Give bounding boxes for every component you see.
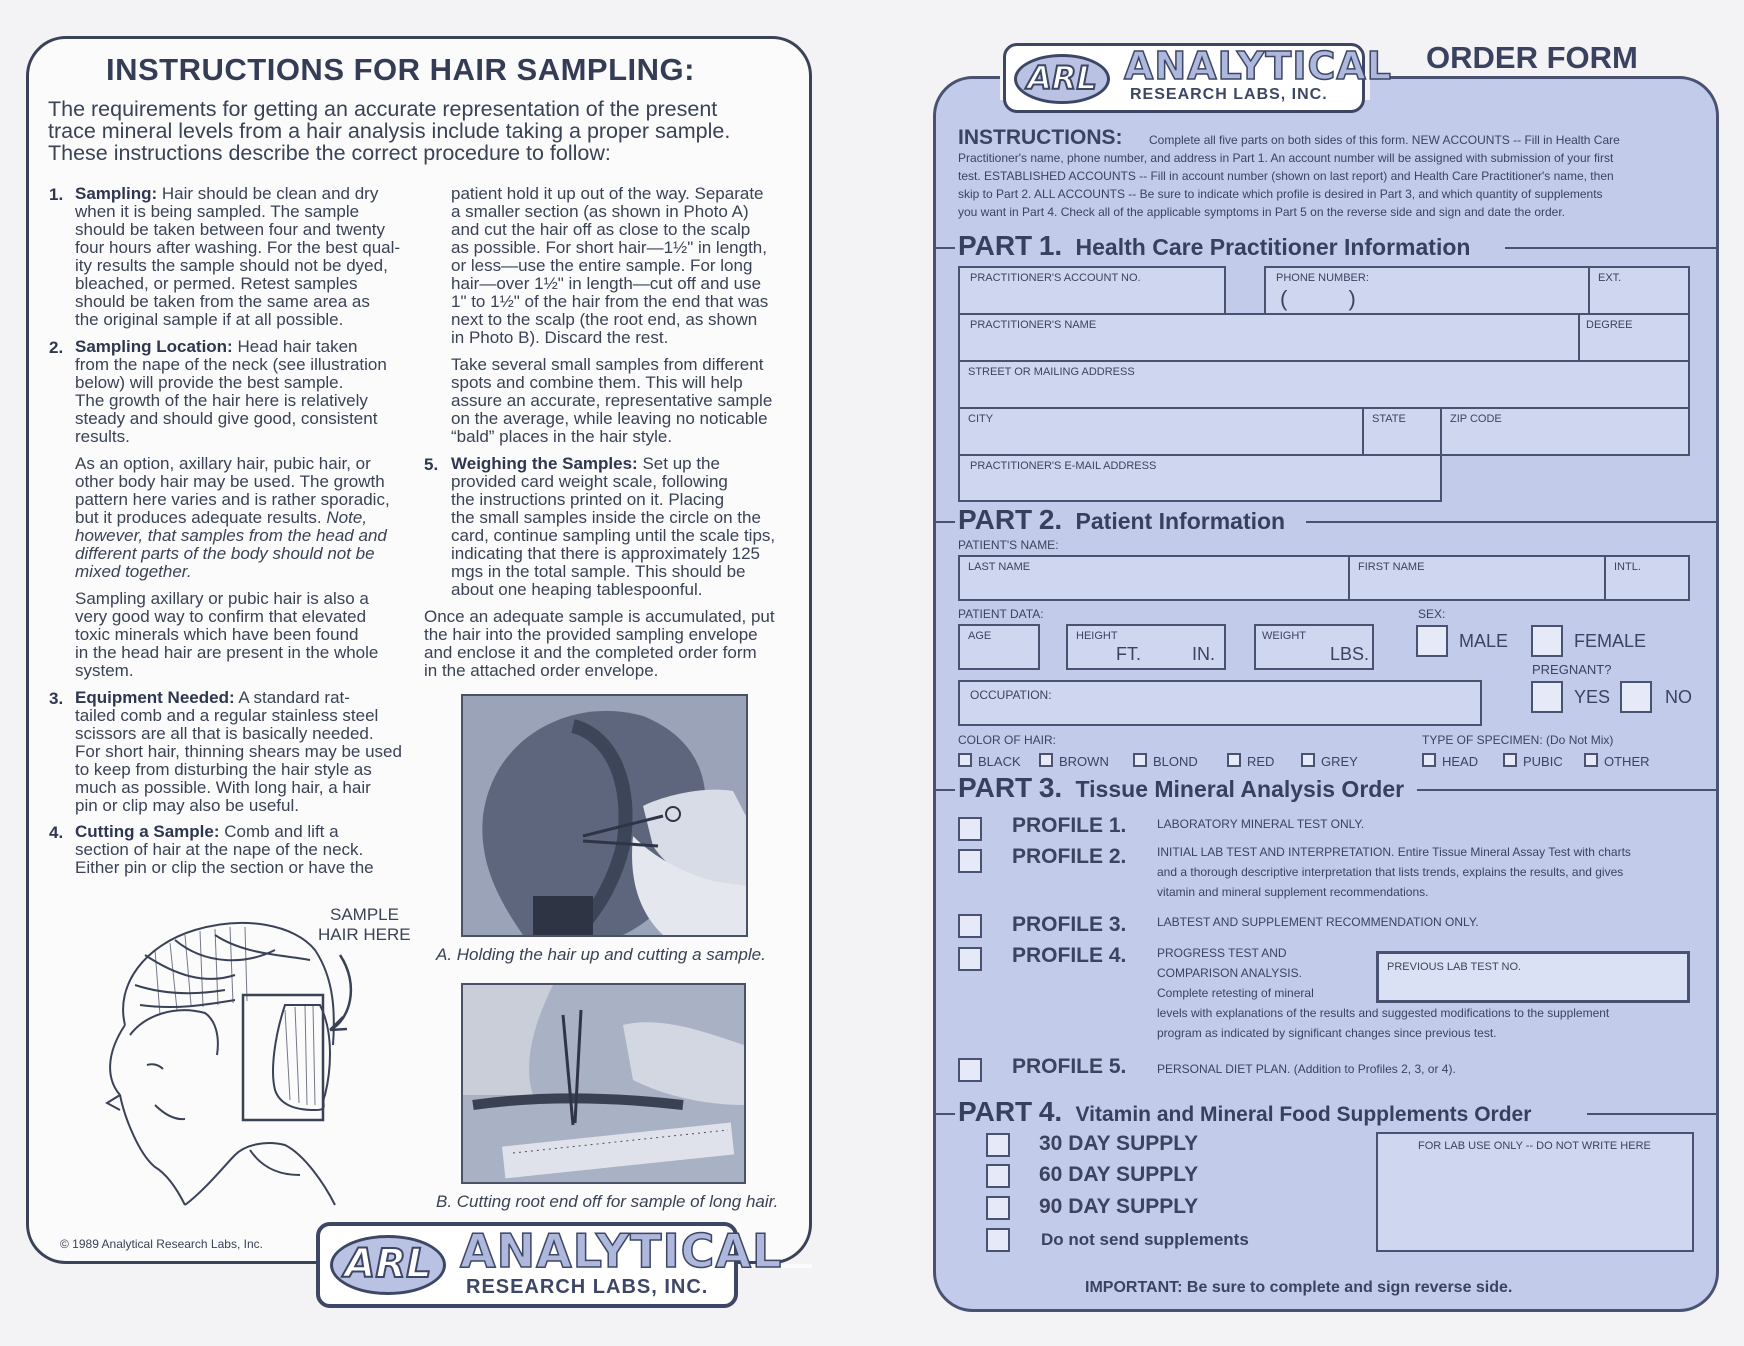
part-4-heading: PART 4. Vitamin and Mineral Food Supplements Order: [958, 1096, 1532, 1127]
email-field[interactable]: PRACTITIONER'S E-MAIL ADDRESS: [958, 454, 1442, 502]
divider: [1306, 521, 1719, 523]
previous-lab-test-field[interactable]: PREVIOUS LAB TEST NO.: [1376, 951, 1690, 1003]
divider: [1587, 1113, 1719, 1115]
photo-a-caption: A. Holding the hair up and cutting a sample.: [436, 945, 766, 964]
photo-a-cutting-hair: [461, 694, 748, 937]
profile-1-checkbox[interactable]: [958, 817, 982, 841]
profile-5-checkbox[interactable]: [958, 1058, 982, 1082]
hair-blond-checkbox[interactable]: [1133, 753, 1147, 767]
account-number-field[interactable]: PRACTITIONER'S ACCOUNT NO.: [958, 266, 1226, 315]
weight-field[interactable]: WEIGHT LBS.: [1254, 624, 1374, 670]
supply-90-checkbox[interactable]: [986, 1196, 1010, 1220]
supply-30-checkbox[interactable]: [986, 1133, 1010, 1157]
specimen-head-checkbox[interactable]: [1422, 753, 1436, 767]
specimen-other-checkbox[interactable]: [1584, 753, 1598, 767]
yes-label: YES: [1574, 687, 1611, 707]
photo-b-caption: B. Cutting root end off for sample of long hair.: [436, 1192, 779, 1211]
profile-4-checkbox[interactable]: [958, 947, 982, 971]
zip-code-field[interactable]: ZIP CODE: [1440, 407, 1690, 456]
ext-field[interactable]: EXT.: [1588, 266, 1690, 315]
pregnant-yes-checkbox[interactable]: [1531, 681, 1563, 713]
pregnant-label: PREGNANT?: [1532, 662, 1612, 677]
divider: [933, 521, 955, 523]
pregnant-no-checkbox[interactable]: [1620, 681, 1652, 713]
specimen-label: TYPE OF SPECIMEN: (Do Not Mix): [1422, 733, 1614, 747]
hair-color-label: COLOR OF HAIR:: [958, 733, 1057, 747]
sample-hair-label: SAMPLE HAIR HERE: [318, 905, 411, 944]
part-3-heading: PART 3. Tissue Mineral Analysis Order: [958, 772, 1405, 803]
patient-data-label: PATIENT DATA:: [958, 607, 1044, 621]
patient-name-label: PATIENT'S NAME:: [958, 538, 1059, 552]
divider: [1417, 789, 1719, 791]
hair-brown-checkbox[interactable]: [1039, 753, 1053, 767]
part-2-heading: PART 2. Patient Information: [958, 504, 1286, 535]
height-field[interactable]: HEIGHT FT. IN.: [1066, 624, 1226, 670]
hair-red-checkbox[interactable]: [1227, 753, 1241, 767]
street-address-field[interactable]: STREET OR MAILING ADDRESS: [958, 360, 1690, 409]
initial-field[interactable]: INTL.: [1604, 555, 1690, 601]
first-name-field[interactable]: FIRST NAME: [1348, 555, 1606, 601]
practitioner-name-field[interactable]: PRACTITIONER'S NAME: [958, 313, 1580, 362]
divider: [933, 1113, 955, 1115]
phone-number-field[interactable]: PHONE NUMBER: ( ): [1264, 266, 1590, 315]
male-checkbox[interactable]: [1416, 625, 1448, 657]
copyright: © 1989 Analytical Research Labs, Inc.: [60, 1237, 263, 1251]
instructions-title: INSTRUCTIONS FOR HAIR SAMPLING:: [106, 52, 695, 87]
hair-black-checkbox[interactable]: [958, 753, 972, 767]
lab-use-only-box: FOR LAB USE ONLY -- DO NOT WRITE HERE: [1376, 1132, 1694, 1252]
profile-3-checkbox[interactable]: [958, 914, 982, 938]
divider: [933, 789, 955, 791]
city-field[interactable]: CITY: [958, 407, 1364, 456]
supply-60-checkbox[interactable]: [986, 1164, 1010, 1188]
arl-logo-bottom: ARL ANALYTICAL RESEARCH LABS, INC.: [316, 1222, 738, 1308]
profile-2-checkbox[interactable]: [958, 849, 982, 873]
degree-field[interactable]: DEGREE: [1578, 313, 1690, 362]
part-1-heading: PART 1. Health Care Practitioner Information: [958, 230, 1471, 261]
head-illustration: [85, 905, 415, 1225]
no-supplements-checkbox[interactable]: [986, 1228, 1010, 1252]
divider: [1505, 247, 1719, 249]
no-label: NO: [1665, 687, 1692, 707]
occupation-field[interactable]: OCCUPATION:: [958, 680, 1482, 726]
photo-b-cutting-root-end: [461, 983, 746, 1184]
divider: [933, 247, 955, 249]
hair-grey-checkbox[interactable]: [1301, 753, 1315, 767]
important-note: IMPORTANT: Be sure to complete and sign reverse side.: [1085, 1279, 1513, 1296]
sex-label: SEX:: [1418, 607, 1446, 621]
female-label: FEMALE: [1574, 631, 1647, 651]
female-checkbox[interactable]: [1531, 625, 1563, 657]
last-name-field[interactable]: LAST NAME: [958, 555, 1350, 601]
age-field[interactable]: AGE: [958, 624, 1040, 670]
order-form-title: ORDER FORM: [1426, 40, 1638, 75]
specimen-pubic-checkbox[interactable]: [1503, 753, 1517, 767]
arl-logo-top: ARL ANALYTICAL RESEARCH LABS, INC.: [1003, 43, 1365, 113]
male-label: MALE: [1459, 631, 1509, 651]
state-field[interactable]: STATE: [1362, 407, 1442, 456]
